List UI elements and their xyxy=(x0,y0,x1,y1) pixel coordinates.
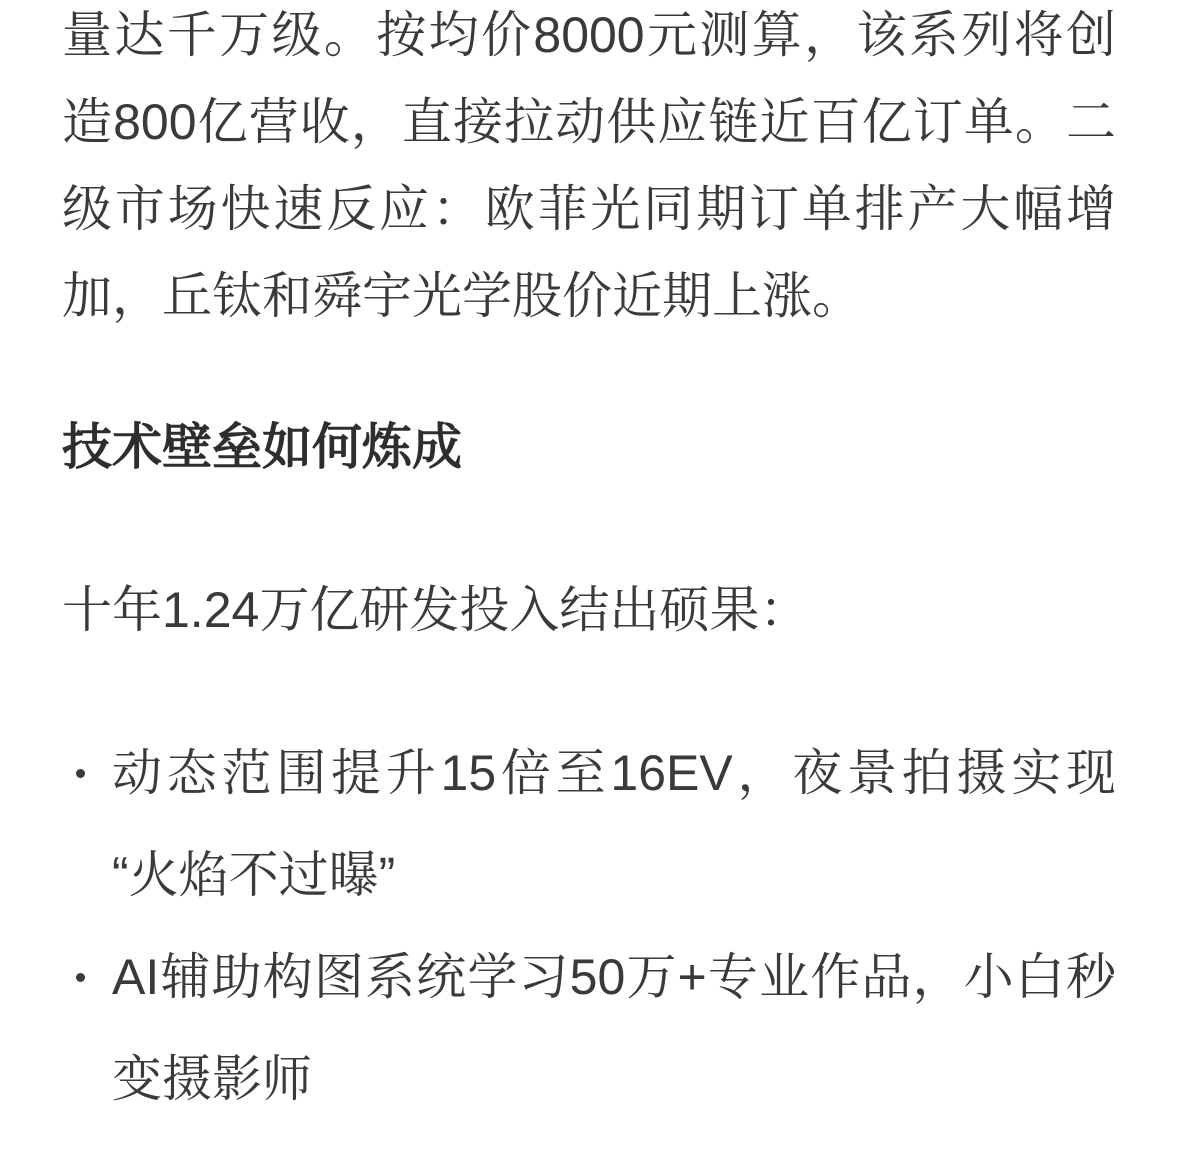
intro-paragraph-line: 加，丘钛和舜宇光学股价近期上涨。 xyxy=(62,268,862,324)
intro-paragraph-line: 造800亿营收，直接拉动供应链近百亿订单。二 xyxy=(62,94,1116,150)
list-item-line: 动态范围提升15倍至16EV，夜景拍摄实现 xyxy=(112,745,1116,801)
intro-paragraph xyxy=(62,0,1116,340)
list-item-line: “火焰不过曝” xyxy=(112,847,396,903)
lead-paragraph: 十年1.24万亿研发投入结出硕果： xyxy=(62,582,810,638)
intro-paragraph-line: 量达千万级。按均价8000元测算，该系列将创 xyxy=(62,7,1116,63)
bullet-list xyxy=(62,722,1116,1130)
article-body xyxy=(62,0,1116,1130)
list-item-line: AI辅助构图系统学习50万+专业作品，小白秒 xyxy=(112,949,1116,1005)
list-item xyxy=(62,926,1116,1130)
list-item-line: 变摄影师 xyxy=(112,1051,312,1107)
bullet-dot-icon xyxy=(76,769,85,778)
section-heading: 技术壁垒如何炼成 xyxy=(62,419,462,475)
intro-paragraph-line: 级市场快速反应：欧菲光同期订单排产大幅增 xyxy=(62,181,1116,237)
list-item xyxy=(62,722,1116,926)
bullet-dot-icon xyxy=(76,973,85,982)
